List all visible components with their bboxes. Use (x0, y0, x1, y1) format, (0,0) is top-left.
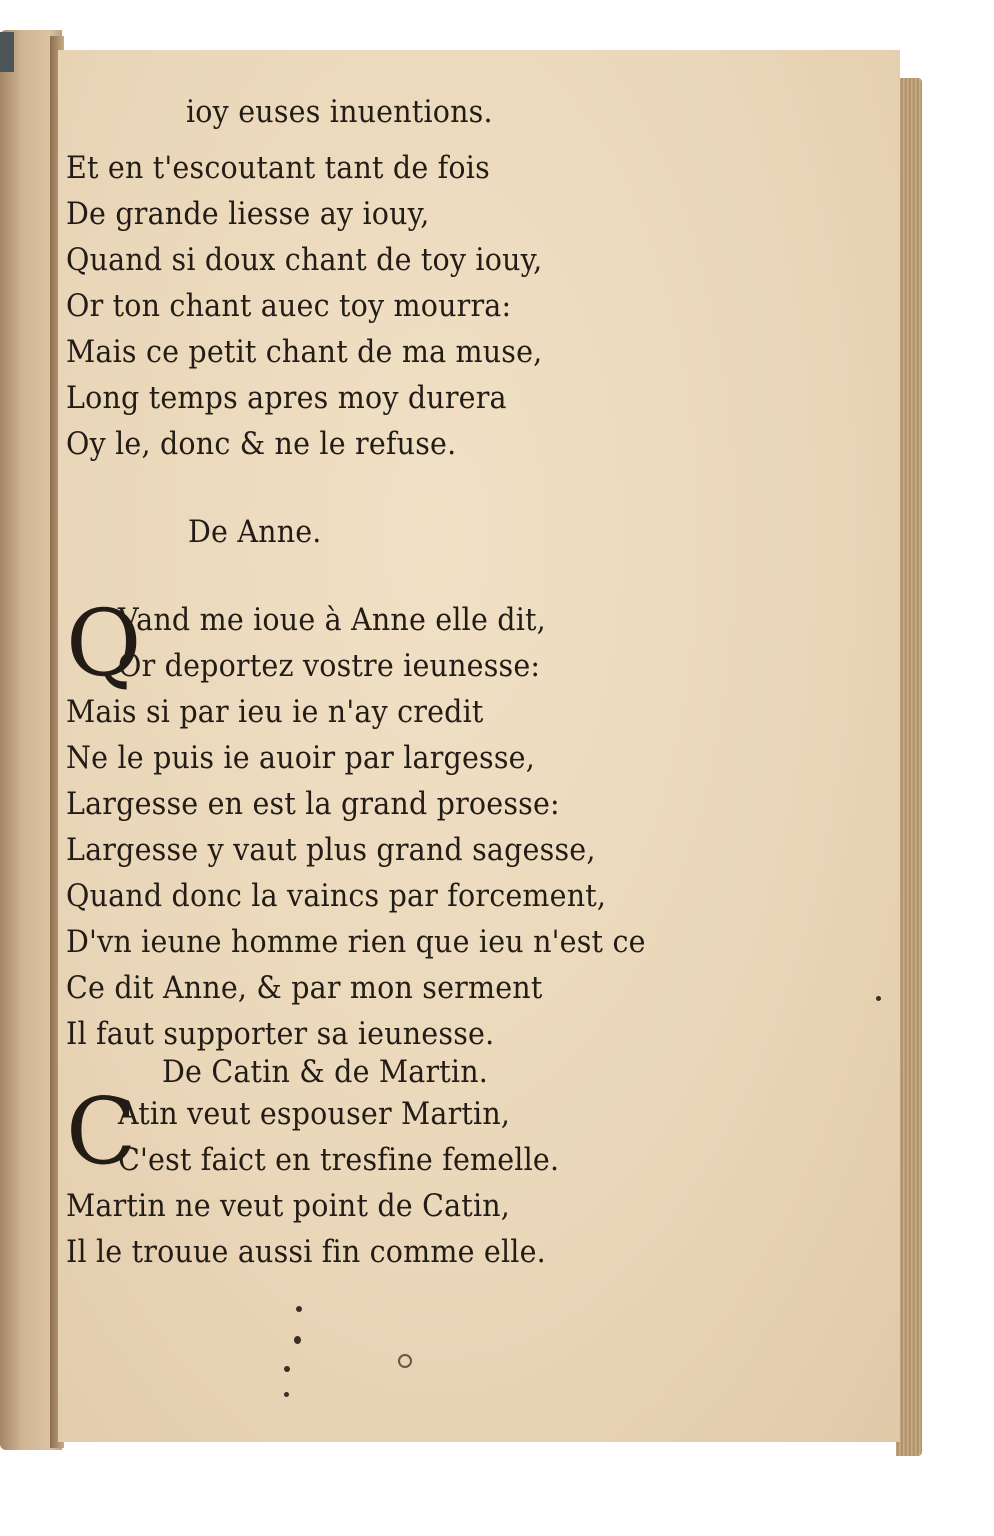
verse-line: C'est faict en tresfine femelle. (118, 1142, 560, 1178)
verse-line: Long temps apres moy durera (66, 380, 507, 416)
verse-line: D'vn ieune homme rien que ieu n'est ce (66, 924, 646, 960)
drop-cap-initial: Q (66, 590, 142, 697)
poem-heading: De Anne. (188, 514, 322, 550)
verse-line: Et en t'escoutant tant de fois (66, 150, 490, 186)
book-page (58, 50, 900, 1442)
verse-line: Largesse y vaut plus grand sagesse, (66, 832, 596, 868)
verse-line: Il le trouue aussi fin comme elle. (66, 1234, 546, 1270)
verse-line: Il faut supporter sa ieunesse. (66, 1016, 495, 1052)
verse-line: Ce dit Anne, & par mon serment (66, 970, 543, 1006)
verse-line: Ne le puis ie auoir par largesse, (66, 740, 535, 776)
running-head: ioy euses inuentions. (186, 94, 493, 130)
verse-line: Quand si doux chant de toy iouy, (66, 242, 543, 278)
verse-line: Oy le, donc & ne le refuse. (66, 426, 457, 462)
verse-line: Or ton chant auec toy mourra: (66, 288, 512, 324)
drop-cap-initial: C (66, 1078, 137, 1185)
binding-cover (0, 32, 14, 72)
verse-line: Largesse en est la grand proesse: (66, 786, 560, 822)
verse-line: Mais ce petit chant de ma muse, (66, 334, 543, 370)
verse-line: De grande liesse ay iouy, (66, 196, 430, 232)
poem-heading: De Catin & de Martin. (162, 1054, 489, 1090)
verse-line: Vand me ioue à Anne elle dit, (118, 602, 546, 638)
verse-line: Or deportez vostre ieunesse: (118, 648, 541, 684)
verse-line: Atin veut espouser Martin, (118, 1096, 511, 1132)
verse-line: Mais si par ieu ie n'ay credit (66, 694, 484, 730)
verse-line: Quand donc la vaincs par forcement, (66, 878, 607, 914)
verse-line: Martin ne veut point de Catin, (66, 1188, 511, 1224)
